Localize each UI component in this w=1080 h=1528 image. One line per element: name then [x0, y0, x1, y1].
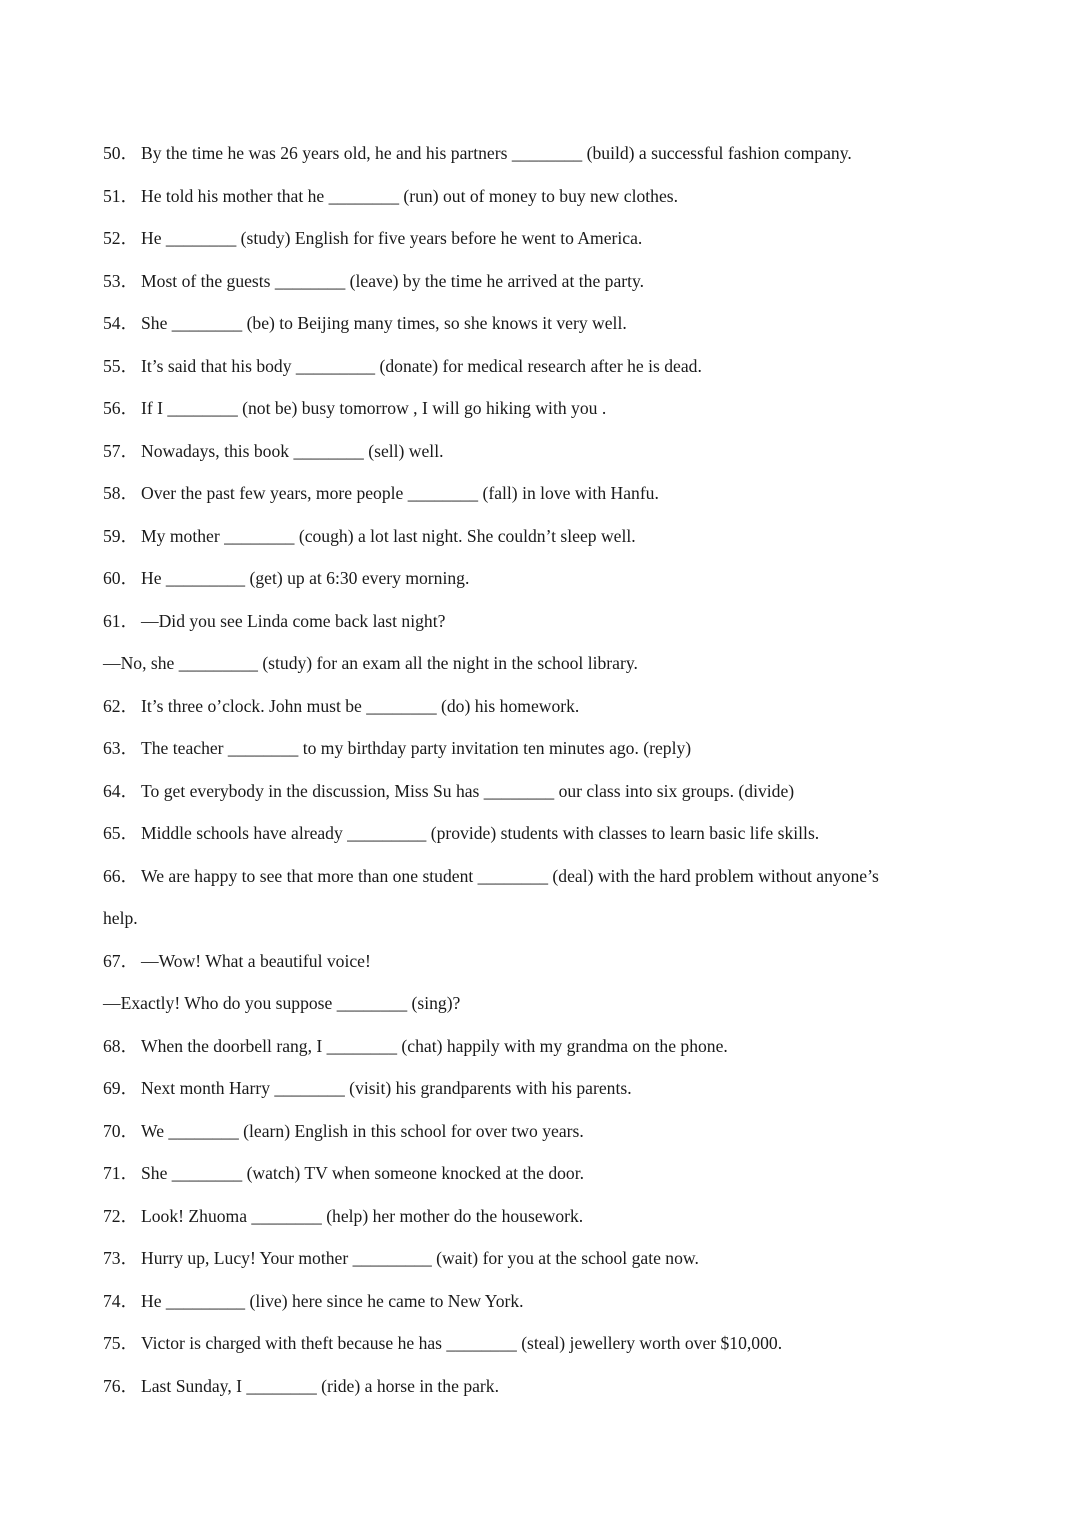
question-number: 75．: [103, 1333, 139, 1353]
question-text: Hurry up, Lucy! Your mother _________ (wait) for you at the school gate now.: [141, 1248, 699, 1268]
question-number: 59．: [103, 525, 139, 546]
question-text: Over the past few years, more people ________ (fall) in love with Hanfu.: [141, 483, 659, 503]
question-text: Victor is charged with theft because he has ________ (steal) jewellery worth over $10,000.: [141, 1333, 783, 1353]
question-number: 65．: [103, 823, 139, 843]
question-text: By the time he was 26 years old, he and his partners ________ (build) a successful fashion company.: [141, 143, 852, 163]
question-line: [103, 600, 983, 643]
question-line: [103, 472, 983, 515]
question-line: [103, 1025, 983, 1068]
question-text: It’s said that his body _________ (donate) for medical research after he is dead.: [141, 355, 702, 376]
question-number: 55．: [103, 355, 139, 376]
question-line: [103, 302, 983, 345]
continuation-line: [103, 642, 983, 685]
question-number: 69．: [103, 1078, 139, 1098]
question-number: 53．: [103, 270, 139, 291]
question-line: [103, 132, 983, 175]
question-text: She ________ (watch) TV when someone knocked at the door.: [141, 1163, 585, 1183]
question-line: [103, 557, 983, 600]
question-number: 72．: [103, 1205, 139, 1226]
question-text: Last Sunday, I ________ (ride) a horse in the park.: [141, 1375, 499, 1396]
question-line: [103, 515, 983, 558]
question-line: [103, 727, 983, 770]
question-line: [103, 940, 983, 983]
question-text: My mother ________ (cough) a lot last night. She couldn’t sleep well.: [141, 525, 636, 546]
question-text: —Wow! What a beautiful voice!: [141, 950, 371, 971]
question-number: 74．: [103, 1290, 139, 1311]
question-number: 66．: [103, 865, 139, 886]
exercise-page: [103, 132, 983, 1407]
continuation-line: [103, 982, 983, 1025]
question-line: [103, 217, 983, 260]
question-line: [103, 1067, 983, 1110]
question-text: Nowadays, this book ________ (sell) well.: [141, 440, 444, 461]
question-number: 52．: [103, 228, 139, 248]
question-line: [103, 855, 983, 898]
question-number: 61．: [103, 610, 139, 631]
question-line: [103, 812, 983, 855]
question-line: [103, 430, 983, 473]
question-line: [103, 770, 983, 813]
question-text: Next month Harry ________ (visit) his grandparents with his parents.: [141, 1078, 632, 1098]
question-number: 54．: [103, 313, 139, 333]
question-number: 71．: [103, 1163, 139, 1183]
question-line: [103, 1322, 983, 1365]
question-number: 51．: [103, 185, 139, 206]
question-line: [103, 260, 983, 303]
question-line: [103, 685, 983, 728]
question-text: If I ________ (not be) busy tomorrow , I will go hiking with you .: [141, 398, 607, 418]
question-text: It’s three o’clock. John must be ________ (do) his homework.: [141, 695, 580, 716]
question-number: 58．: [103, 483, 139, 503]
question-text: He told his mother that he ________ (run) out of money to buy new clothes.: [141, 185, 679, 206]
question-number: 56．: [103, 398, 139, 418]
question-text: She ________ (be) to Beijing many times, so she knows it very well.: [141, 313, 627, 333]
question-text: —Did you see Linda come back last night?: [141, 610, 446, 631]
question-text: He _________ (live) here since he came to New York.: [141, 1290, 524, 1311]
question-number: 64．: [103, 780, 139, 801]
question-text: We are happy to see that more than one student ________ (deal) with the hard problem without anyone’s: [141, 865, 879, 886]
question-text: We ________ (learn) English in this school for over two years.: [141, 1120, 584, 1141]
question-text: He _________ (get) up at 6:30 every morning.: [141, 568, 470, 588]
question-number: 73．: [103, 1248, 139, 1268]
question-line: [103, 387, 983, 430]
question-number: 63．: [103, 738, 139, 758]
question-number: 57．: [103, 440, 139, 461]
question-line: [103, 1195, 983, 1238]
question-text: Middle schools have already _________ (provide) students with classes to learn basic life skills.: [141, 823, 820, 843]
question-number: 60．: [103, 568, 139, 588]
question-number: 76．: [103, 1375, 139, 1396]
question-text: —Exactly! Who do you suppose ________ (sing)?: [103, 993, 461, 1013]
continuation-line: [103, 897, 983, 940]
question-text: When the doorbell rang, I ________ (chat) happily with my grandma on the phone.: [141, 1035, 728, 1056]
question-text: To get everybody in the discussion, Miss Su has ________ our class into six groups. (divide): [141, 780, 795, 801]
question-number: 68．: [103, 1035, 139, 1056]
question-text: Look! Zhuoma ________ (help) her mother do the housework.: [141, 1205, 584, 1226]
question-text: —No, she _________ (study) for an exam all the night in the school library.: [103, 653, 638, 673]
question-text: He ________ (study) English for five years before he went to America.: [141, 228, 643, 248]
question-line: [103, 1110, 983, 1153]
question-text: help.: [103, 908, 138, 928]
question-line: [103, 1365, 983, 1408]
question-number: 70．: [103, 1120, 139, 1141]
question-line: [103, 1280, 983, 1323]
question-line: [103, 1152, 983, 1195]
question-number: 50．: [103, 143, 139, 163]
question-number: 67．: [103, 950, 139, 971]
question-text: Most of the guests ________ (leave) by the time he arrived at the party.: [141, 270, 645, 291]
question-line: [103, 1237, 983, 1280]
question-line: [103, 175, 983, 218]
question-text: The teacher ________ to my birthday party invitation ten minutes ago. (reply): [141, 738, 692, 758]
question-number: 62．: [103, 695, 139, 716]
question-line: [103, 345, 983, 388]
